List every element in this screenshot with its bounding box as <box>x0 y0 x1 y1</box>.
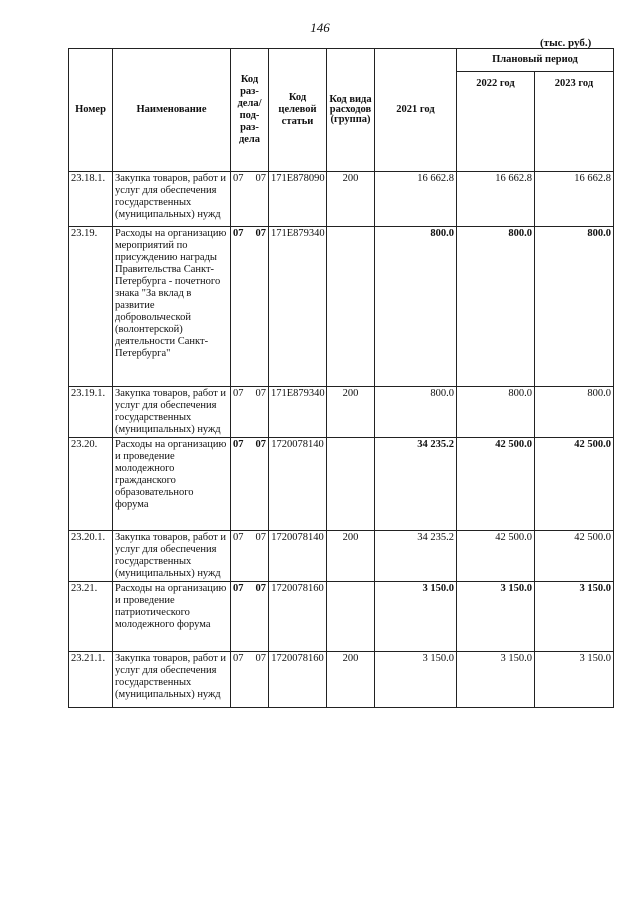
header-vid: Код вида расходов (группа) <box>327 49 375 172</box>
row-value-2021: 3 150.0 <box>375 652 457 708</box>
row-podrazdel-code: 07 <box>255 228 266 239</box>
row-number: 23.20. <box>69 438 113 531</box>
row-razdel-code: 07 <box>233 653 244 664</box>
row-value-2022: 16 662.8 <box>457 172 535 227</box>
row-podrazdel-code: 07 <box>255 532 266 543</box>
row-value-2022: 42 500.0 <box>457 531 535 582</box>
row-razdel-code: 07 <box>233 583 244 594</box>
table-row <box>69 387 614 438</box>
row-number: 23.19. <box>69 227 113 387</box>
row-podrazdel-code: 07 <box>255 388 266 399</box>
row-name: Расходы на организацию и проведение патриотического молодежного форума <box>113 582 231 652</box>
row-target-code: 1720078160 <box>269 582 327 652</box>
row-target-code: 1720078160 <box>269 652 327 708</box>
row-value-2021: 34 235.2 <box>375 438 457 531</box>
row-razdel <box>231 227 269 387</box>
row-name: Расходы на организацию и проведение молодежного гражданского образовательного форума <box>113 438 231 531</box>
row-name: Закупка товаров, работ и услуг для обеспечения государственных (муниципальных) нужд <box>113 172 231 227</box>
row-value-2021: 34 235.2 <box>375 531 457 582</box>
row-value-2021: 3 150.0 <box>375 582 457 652</box>
row-number: 23.19.1. <box>69 387 113 438</box>
row-value-2022: 42 500.0 <box>457 438 535 531</box>
row-name: Закупка товаров, работ и услуг для обеспечения государственных (муниципальных) нужд <box>113 387 231 438</box>
row-number: 23.21.1. <box>69 652 113 708</box>
row-vid-code <box>327 582 375 652</box>
row-razdel <box>231 652 269 708</box>
row-number: 23.21. <box>69 582 113 652</box>
row-vid-code <box>327 227 375 387</box>
row-value-2021: 800.0 <box>375 227 457 387</box>
row-razdel <box>231 531 269 582</box>
table-row <box>69 531 614 582</box>
row-number: 23.20.1. <box>69 531 113 582</box>
row-value-2022: 800.0 <box>457 387 535 438</box>
row-name: Закупка товаров, работ и услуг для обеспечения государственных (муниципальных) нужд <box>113 652 231 708</box>
row-name: Расходы на организацию мероприятий по присуждению награды Правительства Санкт-Петербурга - почетного знака "За вклад в развитие добровольческой (волонтерской) деятельности Санкт-Петербурга" <box>113 227 231 387</box>
row-vid-code: 200 <box>327 172 375 227</box>
budget-table <box>68 48 614 708</box>
row-podrazdel-code: 07 <box>255 653 266 664</box>
row-value-2023: 42 500.0 <box>535 438 614 531</box>
row-target-code: 1720078140 <box>269 438 327 531</box>
row-value-2023: 16 662.8 <box>535 172 614 227</box>
row-razdel-code: 07 <box>233 228 244 239</box>
table-row <box>69 438 614 531</box>
row-value-2022: 3 150.0 <box>457 582 535 652</box>
row-razdel <box>231 438 269 531</box>
header-name: Наименование <box>113 49 231 172</box>
row-vid-code: 200 <box>327 387 375 438</box>
header-planning: Плановый период <box>457 49 614 72</box>
header-2023: 2023 год <box>535 72 614 172</box>
row-podrazdel-code: 07 <box>255 583 266 594</box>
table-row <box>69 172 614 227</box>
row-razdel <box>231 387 269 438</box>
row-value-2023: 800.0 <box>535 227 614 387</box>
row-target-code: 171E878090 <box>269 172 327 227</box>
page-number: 146 <box>310 20 330 35</box>
row-target-code: 171E879340 <box>269 387 327 438</box>
row-razdel-code: 07 <box>233 532 244 543</box>
table-row <box>69 227 614 387</box>
row-name: Закупка товаров, работ и услуг для обеспечения государственных (муниципальных) нужд <box>113 531 231 582</box>
units-label: (тыс. руб.) <box>540 37 592 49</box>
row-razdel-code: 07 <box>233 439 244 450</box>
row-razdel <box>231 172 269 227</box>
row-vid-code <box>327 438 375 531</box>
row-value-2021: 800.0 <box>375 387 457 438</box>
table-row <box>69 652 614 708</box>
row-podrazdel-code: 07 <box>255 439 266 450</box>
row-value-2023: 3 150.0 <box>535 652 614 708</box>
header-2022: 2022 год <box>457 72 535 172</box>
row-razdel-code: 07 <box>233 173 244 184</box>
row-target-code: 1720078140 <box>269 531 327 582</box>
row-number: 23.18.1. <box>69 172 113 227</box>
header-razdel: Код раз- дела/ под- раз- дела <box>231 49 269 172</box>
row-value-2023: 3 150.0 <box>535 582 614 652</box>
row-value-2022: 3 150.0 <box>457 652 535 708</box>
header-number: Номер <box>69 49 113 172</box>
row-vid-code: 200 <box>327 531 375 582</box>
row-razdel-code: 07 <box>233 388 244 399</box>
table-row <box>69 582 614 652</box>
row-podrazdel-code: 07 <box>255 173 266 184</box>
row-value-2023: 800.0 <box>535 387 614 438</box>
row-value-2021: 16 662.8 <box>375 172 457 227</box>
row-razdel <box>231 582 269 652</box>
row-value-2022: 800.0 <box>457 227 535 387</box>
header-2021: 2021 год <box>375 49 457 172</box>
row-value-2023: 42 500.0 <box>535 531 614 582</box>
header-target: Код целевой статьи <box>269 49 327 172</box>
row-vid-code: 200 <box>327 652 375 708</box>
row-target-code: 171E879340 <box>269 227 327 387</box>
